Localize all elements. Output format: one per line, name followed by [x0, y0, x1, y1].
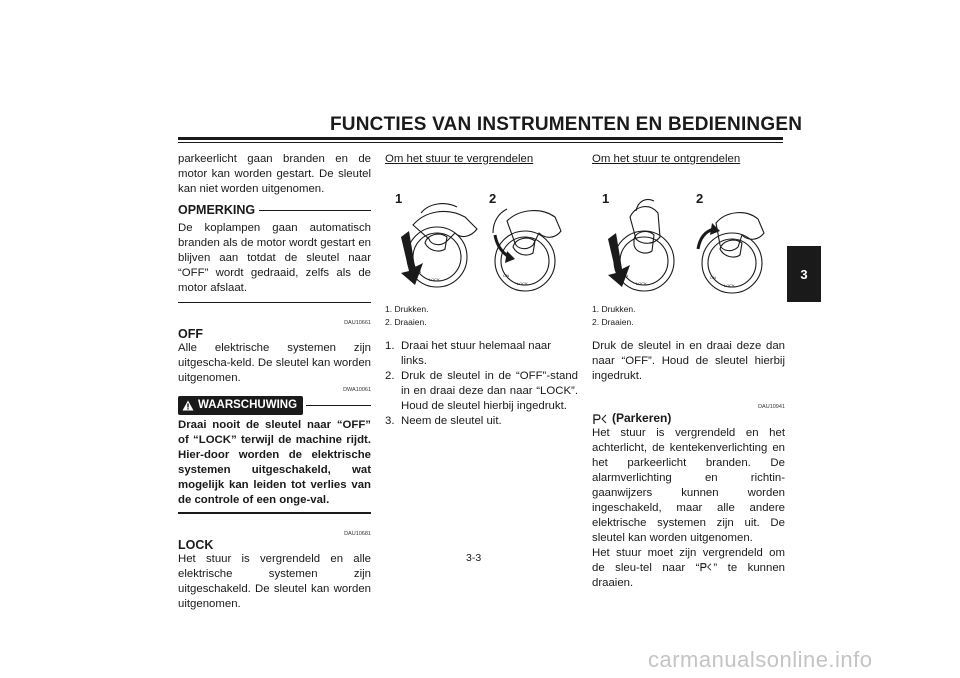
unlock-procedure-heading: Om het stuur te ontgrendelen — [592, 153, 741, 165]
step-item — [385, 339, 578, 369]
column-left — [178, 152, 371, 612]
key-switch-illustration — [385, 173, 578, 301]
parking-p-icon — [699, 562, 713, 572]
park-text-2-end: ” te kunnen draaien. — [592, 562, 785, 589]
svg-text:LOCK: LOCK — [429, 277, 440, 282]
unlock-illustration — [592, 173, 785, 301]
key-switch-illustration — [592, 173, 785, 301]
warning-text: Draai nooit de sleutel naar “OFF” of “LOCK” terwijl de machine rijdt. Hier-door worden de elektrische systemen uitgeschakeld, wat mogelijk kan leiden tot verlies van de controle of een onge-val. — [178, 419, 371, 506]
park-text-2-start: Het stuur moet zijn vergrendeld om de sleu-tel naar “ — [592, 547, 785, 574]
figure-label-1: 1 — [602, 191, 610, 206]
page-number: 3-3 — [466, 552, 482, 564]
warning-label: WAARSCHUWING — [198, 399, 298, 411]
step-text: Druk de sleutel in de “OFF”-stand in en draai deze dan naar “LOCK”. Houd de sleutel hierbij ingedrukt. — [401, 370, 578, 412]
step-number: 1. — [385, 340, 395, 352]
header-rule — [178, 137, 783, 140]
legend-item: 2. Draaien. — [592, 317, 634, 327]
column-right — [592, 152, 785, 591]
figure-legend — [592, 303, 785, 329]
svg-text:ON: ON — [503, 273, 509, 278]
warning-line — [306, 405, 371, 406]
warning-triangle-icon — [182, 400, 194, 411]
note-title: OPMERKING — [178, 203, 256, 217]
chapter-tab[interactable]: 3 — [787, 246, 821, 302]
warning-code: DWA10061 — [343, 387, 371, 393]
svg-text:ON: ON — [710, 275, 716, 280]
svg-text:ON: ON — [622, 273, 628, 278]
legend-item: 2. Draaien. — [385, 317, 427, 327]
warning-header — [178, 396, 371, 415]
lock-code: DAU10681 — [344, 531, 371, 537]
svg-text:LOCK: LOCK — [636, 281, 647, 286]
step-item — [385, 414, 578, 429]
svg-text:LOCK: LOCK — [517, 281, 528, 286]
legend-item: 1. Drukken. — [385, 304, 429, 314]
off-title: OFF — [178, 327, 203, 341]
lock-text: Het stuur is vergrendeld en alle elektrische systemen zijn uitgeschakeld. De sleutel kan worden uitgenomen. — [178, 553, 371, 610]
parking-p-icon — [592, 413, 608, 425]
note-text: De koplampen gaan automatisch branden als de motor wordt gestart en blijven aan totdat de sleutel naar “OFF” wordt gedraaid, zelfs als de motor afslaat. — [178, 222, 371, 294]
park-title-row — [592, 411, 785, 426]
step-number: 2. — [385, 370, 395, 382]
svg-text:LOCK: LOCK — [724, 283, 735, 288]
figure-legend — [385, 303, 578, 329]
figure-label-2: 2 — [696, 191, 704, 206]
note-end-rule — [178, 302, 371, 303]
note-line — [259, 210, 371, 211]
step-text: Draai het stuur helemaal naar links. — [401, 340, 552, 367]
figure-label-1: 1 — [395, 191, 403, 206]
lock-illustration — [385, 173, 578, 301]
warning-badge — [178, 396, 303, 415]
figure-label-2: 2 — [489, 191, 497, 206]
lock-title: LOCK — [178, 538, 214, 552]
note-header — [178, 203, 371, 218]
park-title: (Parkeren) — [612, 411, 672, 425]
off-text: Alle elektrische systemen zijn uitgescha-keld. De sleutel kan worden uitgenomen. — [178, 342, 371, 384]
step-text: Neem de sleutel uit. — [401, 415, 502, 427]
step-number: 3. — [385, 415, 395, 427]
step-item — [385, 369, 578, 414]
lock-steps — [385, 339, 578, 429]
park-code: DAU10941 — [758, 404, 785, 410]
lock-procedure-heading: Om het stuur te vergrendelen — [385, 153, 534, 165]
watermark: carmanualsonline.info — [648, 647, 873, 672]
legend-item: 1. Drukken. — [592, 304, 636, 314]
off-code: DAU10661 — [344, 320, 371, 326]
park-text: Het stuur is vergrendeld en het achterlicht, de kentekenverlichting en het parkeerlicht branden. De alarmverlichting en richtin-gaanwijzers kunnen worden ingeschakeld, maar alle andere elektrische systemen zijn uit. De sleutel kan worden uitgenomen. — [592, 427, 785, 544]
header-rule-thin — [178, 142, 783, 143]
intro-text: parkeerlicht gaan branden en de motor kan worden gestart. De sleutel kan niet worden uitgenomen. — [178, 153, 371, 195]
column-middle — [385, 152, 578, 429]
svg-text:ON: ON — [415, 269, 421, 274]
park-text-2 — [592, 546, 785, 591]
warning-end-rule — [178, 512, 371, 514]
unlock-text: Druk de sleutel in en draai deze dan naar “OFF”. Houd de sleutel hierbij ingedrukt. — [592, 340, 785, 382]
page-title: FUNCTIES VAN INSTRUMENTEN EN BEDIENINGEN — [330, 114, 803, 135]
